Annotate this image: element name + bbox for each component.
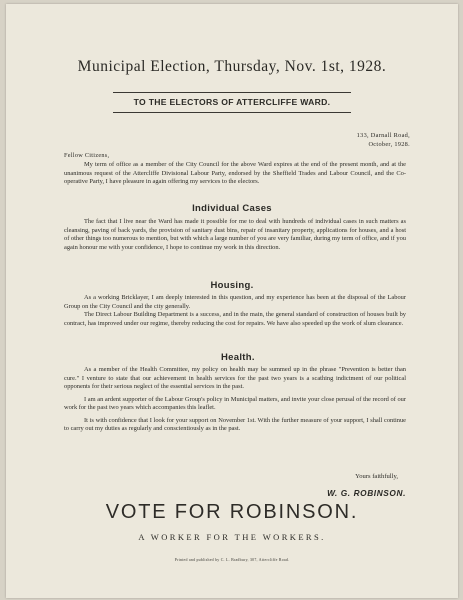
signature: W. G. ROBINSON. <box>327 488 406 498</box>
salutation: Fellow Citizens, <box>64 152 110 159</box>
health-paragraphs <box>64 366 406 434</box>
individual-cases-text: The fact that I live near the Ward has made it possible for me to deal with hundreds of individual cases in such matters as cleansing, paving of back yards, the provision of sanitary dust bins, repair of insanitary property, applications for houses, and a host of other things too numerous to mention, but with which a large number of you are very familiar, during my term of office, and if you again honour me with your confidence, I hope to continue my work in this direction. <box>64 218 406 251</box>
printer-imprint: Printed and published by C. L. Bradbury, 307, Attercliffe Road. <box>174 558 290 562</box>
vote-slogan: VOTE FOR ROBINSON. <box>105 501 359 523</box>
election-title: Municipal Election, Thursday, Nov. 1st, 1928. <box>77 58 387 75</box>
housing-text-2: The Direct Labour Building Department is a success, and in the main, the general standard of construction of houses built by contract, has improved under our regime, thereby reducing the cost for repairs. We have also speeded up the work of slum clearance. <box>64 311 406 327</box>
intro-text: My term of office as a member of the City Council for the above Ward expires at the end of the present month, and at the unanimous request of the Attercliffe Divisional Labour Party, endorsed by the Sheffield Trades and Labour Council, and the Co-operative Party, I have pleasure in again offering my services to the electors. <box>64 161 406 186</box>
housing-heading: Housing. <box>210 280 254 291</box>
leaflet-page <box>6 4 458 598</box>
housing-paragraphs <box>64 294 406 328</box>
individual-cases-heading: Individual Cases <box>192 203 272 214</box>
intro-paragraph <box>64 161 406 187</box>
address-street: 133, Darnall Road, <box>356 132 410 139</box>
housing-text-1: As a working Bricklayer, I am deeply interested in this question, and my experience has been at the disposal of the Labour Group on the City Council and the city generally. <box>64 294 406 310</box>
signoff: Yours faithfully, <box>355 473 398 480</box>
worker-slogan: A WORKER FOR THE WORKERS. <box>138 532 326 542</box>
bottom-rule <box>113 112 351 113</box>
health-text-1: As a member of the Health Committee, my policy on health may be summed up in the phrase "Prevention is better than cure." I venture to state that our achievement in health services for the past two years is a scathing indictment of our political opponents for their serious neglect of the essential services in the past. <box>64 366 406 391</box>
health-heading: Health. <box>221 352 255 363</box>
address-date: October, 1928. <box>368 141 410 148</box>
health-text-2: I am an ardent supporter of the Labour Group's policy in Municipal matters, and invite your close perusal of the record of our work for the past two years which accompanies this leaflet. <box>64 395 406 412</box>
health-text-3: It is with confidence that I look for your support on November 1st. With the further measure of your support, I shall continue to carry out my duties as regularly and conscientiously as in the past. <box>64 416 406 433</box>
individual-cases-paragraph <box>64 218 406 252</box>
electors-heading: TO THE ELECTORS OF ATTERCLIFFE WARD. <box>133 97 331 107</box>
top-rule <box>113 92 351 93</box>
